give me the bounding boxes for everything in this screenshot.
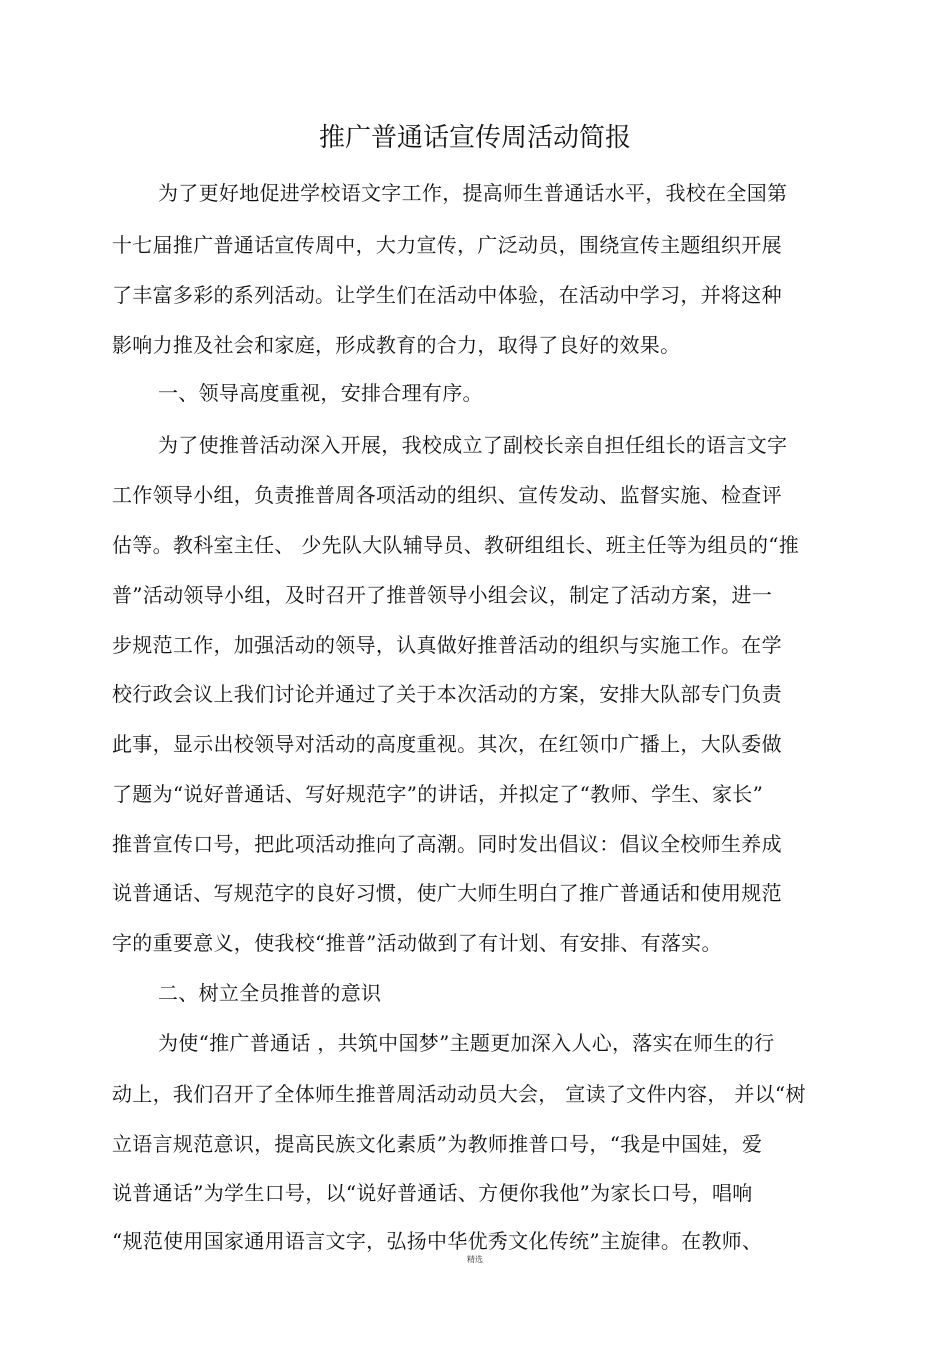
text-line: 说普通话、写规范字的良好习惯，使广大师生明白了推广普通话和使用规范 (112, 881, 782, 905)
section-heading: 二、树立全员推普的意识 (158, 981, 382, 1005)
text-line: 普”活动领导小组，及时召开了推普领导小组会议，制定了活动方案，进一 (112, 583, 773, 607)
document-title: 推广普通话宣传周活动简报 (318, 123, 631, 153)
text-line: 工作领导小组，负责推普周各项活动的组织、宣传发动、监督实施、检查评 (112, 483, 782, 507)
text-line: 十七届推广普通话宣传周中，大力宣传，广泛动员，围绕宣传主题组织开展 (112, 233, 782, 257)
text-line: 此事，显示出校领导对活动的高度重视。其次，在红领巾广播上，大队委做 (112, 732, 782, 756)
text-line: 字的重要意义，使我校“推普”活动做到了有计划、有安排、有落实。 (112, 931, 722, 955)
text-line: “规范使用国家通用语言文字，弘扬中华优秀文化传统”主旋律。在教师、 (112, 1229, 763, 1253)
text-line: 推普宣传口号，把此项活动推向了高潮。同时发出倡议：倡议全校师生养成 (112, 832, 782, 856)
section-heading: 一、领导高度重视，安排合理有序。 (158, 381, 483, 405)
text-line: 步规范工作，加强活动的领导，认真做好推普活动的组织与实施工作。在学 (112, 633, 782, 657)
text-line: 影响力推及社会和家庭，形成教育的合力，取得了良好的效果。 (112, 333, 681, 357)
text-line: 了题为“说好普通话、写好规范字”的讲话，并拟定了“教师、学生、家长” (112, 782, 764, 806)
text-line: 为使“推广普通话 ，共筑中国梦”主题更加深入人心，落实在师生的行 (158, 1031, 775, 1055)
text-line: 为了使推普活动深入开展，我校成立了副校长亲自担任组长的语言文字 (158, 433, 788, 457)
text-line: 为了更好地促进学校语文字工作，提高师生普通话水平，我校在全国第 (158, 181, 788, 205)
text-line: 说普通话”为学生口号，以“说好普通话、方便你我他”为家长口号，唱响 (112, 1181, 753, 1205)
text-line: 动上，我们召开了全体师生推普周活动动员大会， 宣读了文件内容， 并以“树 (112, 1082, 806, 1106)
text-line: 了丰富多彩的系列活动。让学生们在活动中体验，在活动中学习，并将这种 (112, 283, 782, 307)
text-line: 校行政会议上我们讨论并通过了关于本次活动的方案，安排大队部专门负责 (112, 682, 782, 706)
text-line: 立语言规范意识，提高民族文化素质”为教师推普口号，“我是中国娃，爱 (112, 1132, 763, 1156)
page-footer: 精选 (467, 1255, 483, 1264)
text-line: 估等。教科室主任、 少先队大队辅导员、教研组组长、班主任等为组员的“推 (112, 533, 800, 557)
